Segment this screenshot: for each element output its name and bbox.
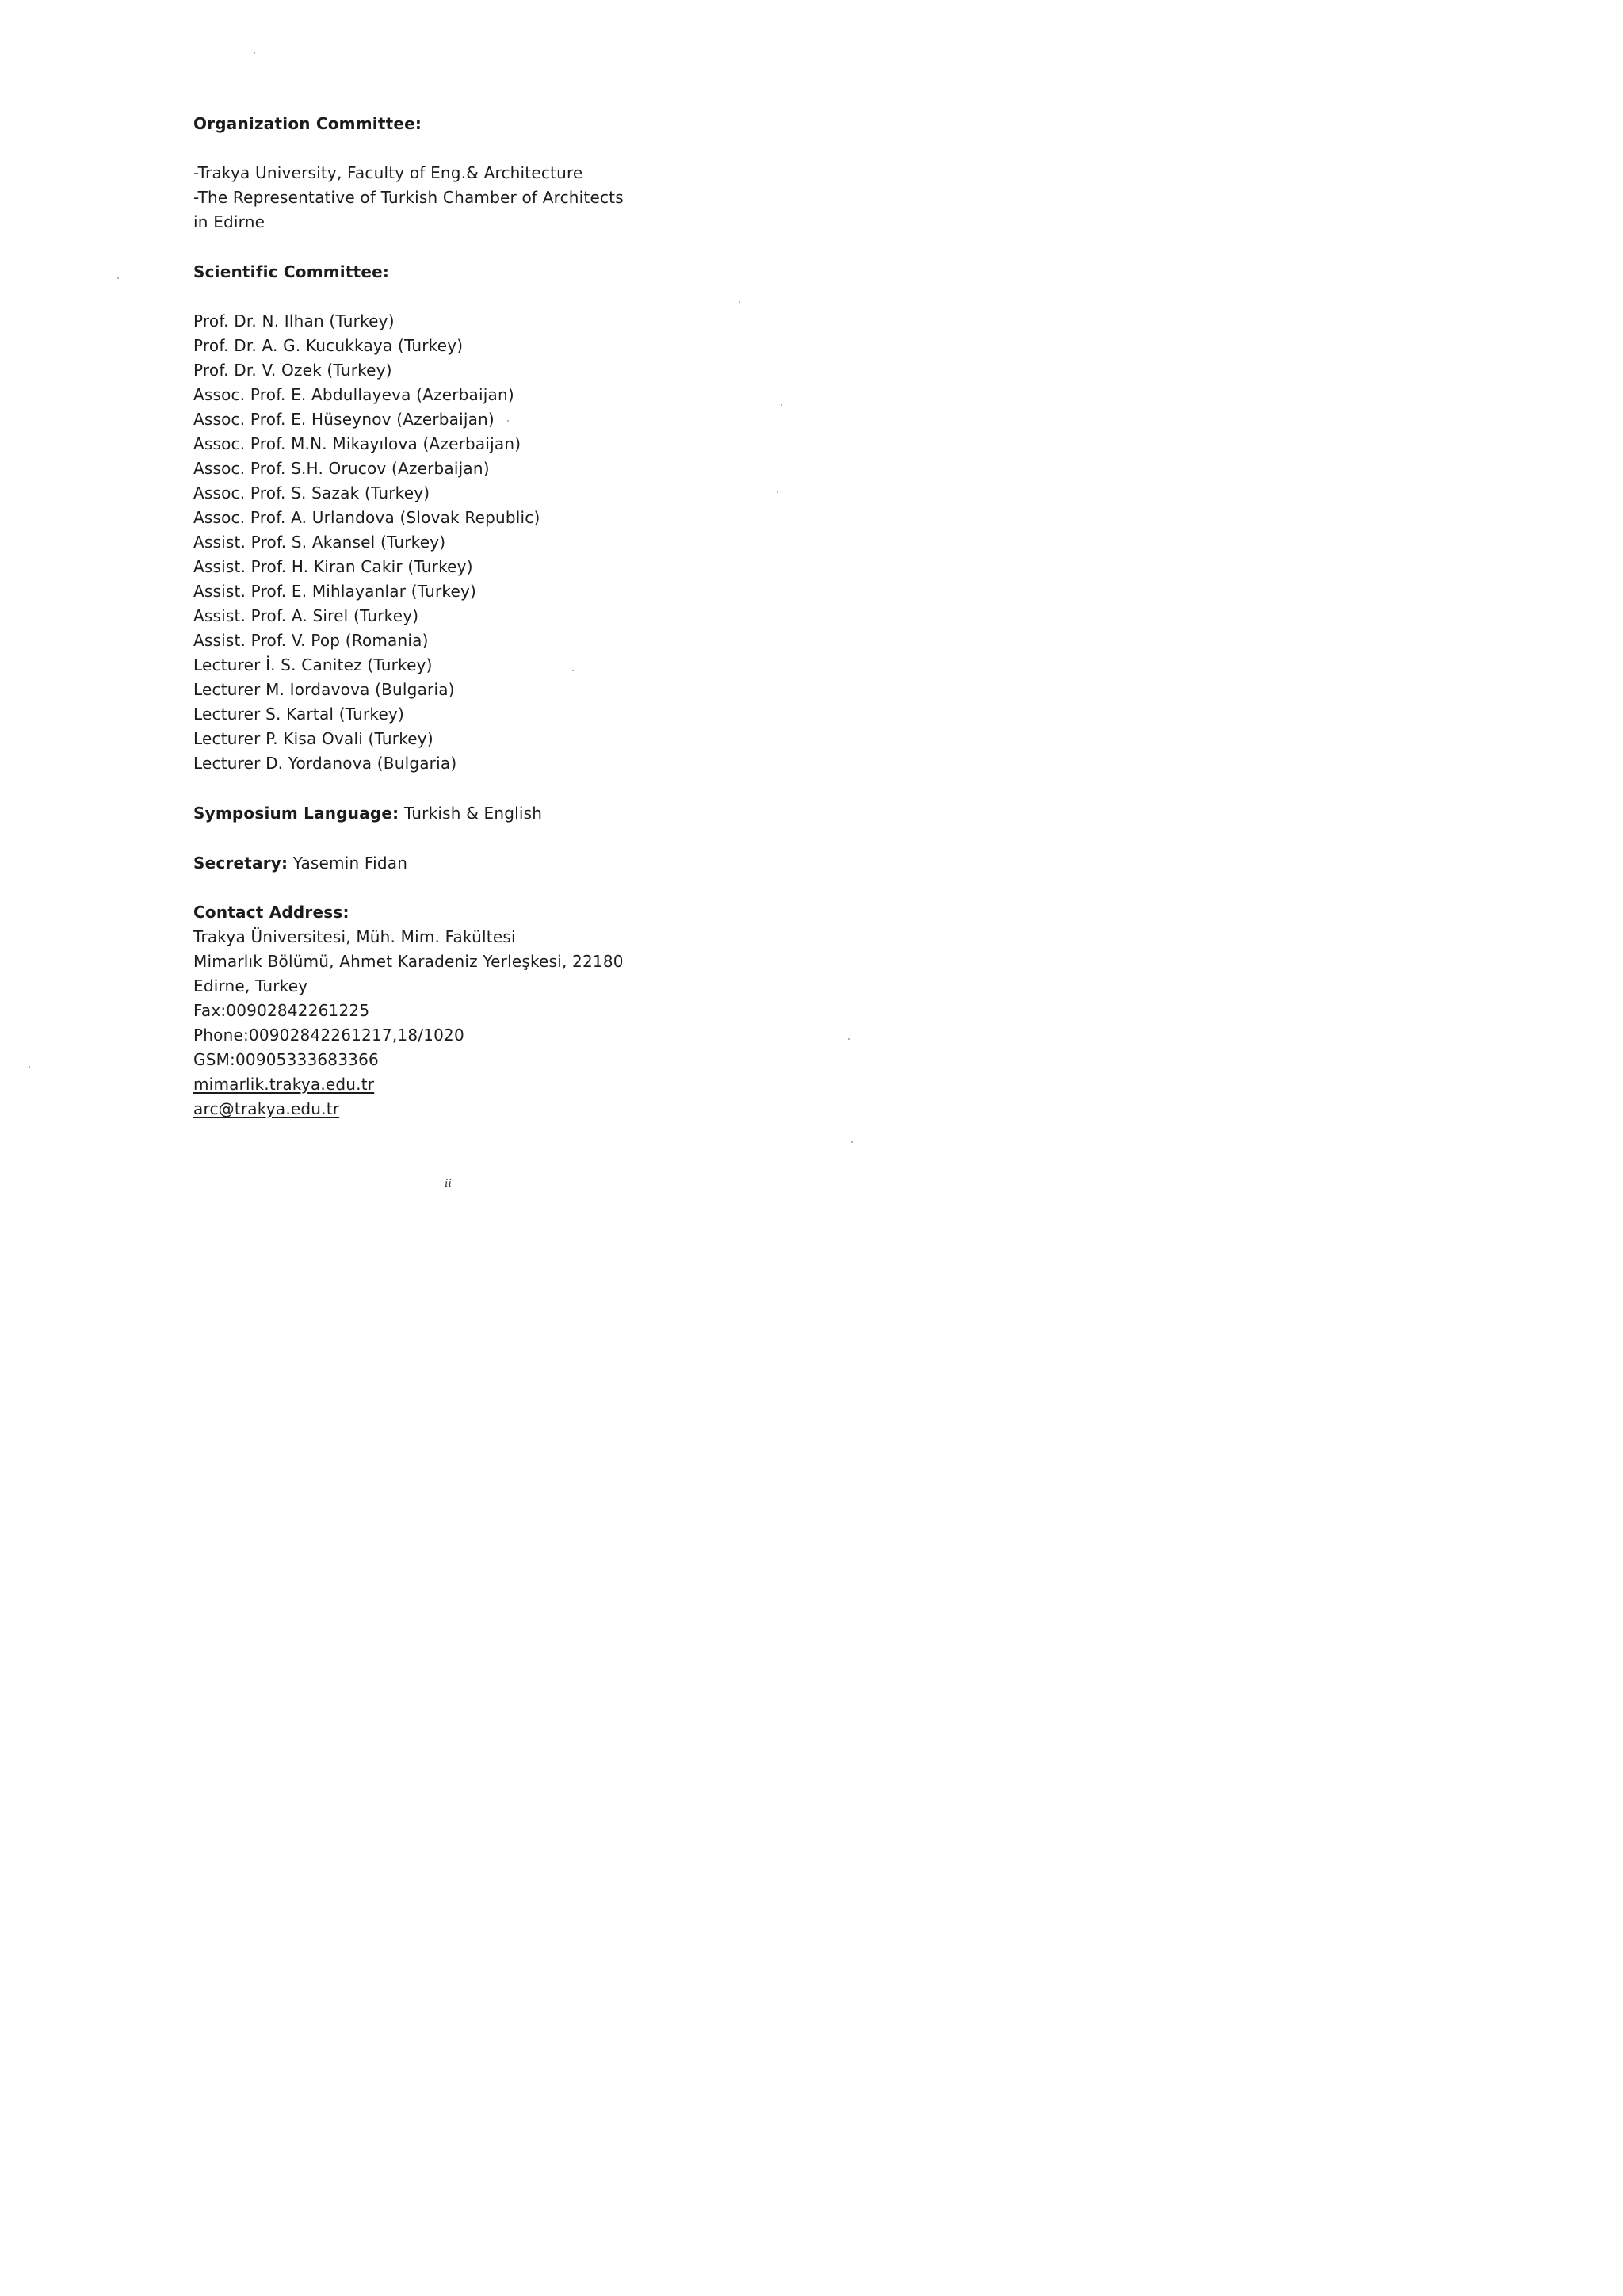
- secretary-section: [193, 851, 827, 876]
- committee-member: Prof. Dr. V. Ozek (Turkey): [193, 361, 392, 380]
- committee-member: Assist. Prof. E. Mihlayanlar (Turkey): [193, 582, 476, 601]
- language-value: Turkish & English: [403, 804, 543, 823]
- page-number: ii: [445, 1178, 452, 1190]
- scan-speck: [781, 404, 782, 406]
- organization-heading: Organization Committee:: [193, 114, 422, 133]
- committee-member: Lecturer S. Kartal (Turkey): [193, 705, 405, 724]
- organization-lines: [193, 161, 827, 235]
- committee-member: Assoc. Prof. E. Abdullayeva (Azerbaijan): [193, 385, 514, 404]
- committee-member: Lecturer M. Iordavova (Bulgaria): [193, 680, 455, 699]
- scan-speck: [739, 301, 740, 303]
- secretary-label: Secretary:: [193, 854, 288, 873]
- contact-website-row: [193, 1072, 827, 1097]
- scan-speck: [117, 277, 119, 279]
- committee-member: Assoc. Prof. S. Sazak (Turkey): [193, 483, 430, 502]
- scan-speck: [254, 52, 255, 54]
- contact-line: Edirne, Turkey: [193, 976, 308, 995]
- scan-speck: [507, 420, 509, 422]
- committee-member: Assoc. Prof. E. Hüseynov (Azerbaijan): [193, 410, 495, 429]
- language-line: [193, 801, 827, 826]
- scan-speck: [851, 1141, 853, 1143]
- scan-speck: [29, 1066, 30, 1068]
- contact-heading: Contact Address:: [193, 903, 349, 922]
- organization-line: -Trakya University, Faculty of Eng.& Architecture: [193, 163, 583, 182]
- committee-member: Lecturer D. Yordanova (Bulgaria): [193, 754, 457, 773]
- contact-fax: Fax:00902842261225: [193, 1001, 370, 1020]
- committee-member: Assoc. Prof. M.N. Mikayılova (Azerbaijan): [193, 434, 521, 453]
- scan-speck: [777, 491, 778, 493]
- committee-member: Assist. Prof. S. Akansel (Turkey): [193, 533, 446, 552]
- contact-phone: Phone:00902842261217,18/1020: [193, 1026, 464, 1045]
- document-page: [0, 0, 873, 1236]
- contact-gsm: GSM:00905333683366: [193, 1050, 379, 1069]
- committee-member: Prof. Dr. N. Ilhan (Turkey): [193, 311, 395, 330]
- committee-member: Assist. Prof. H. Kiran Cakir (Turkey): [193, 557, 473, 576]
- website-link[interactable]: mimarlik.trakya.edu.tr: [193, 1075, 375, 1094]
- secretary-value: Yasemin Fidan: [292, 854, 408, 873]
- scientific-heading: Scientific Committee:: [193, 262, 390, 281]
- language-label: Symposium Language:: [193, 804, 399, 823]
- organization-line: in Edirne: [193, 212, 265, 231]
- scan-speck: [848, 1038, 850, 1040]
- language-section: [193, 801, 827, 826]
- committee-member: Lecturer İ. S. Canitez (Turkey): [193, 655, 433, 674]
- committee-member: Assist. Prof. V. Pop (Romania): [193, 631, 429, 650]
- committee-member: Prof. Dr. A. G. Kucukkaya (Turkey): [193, 336, 464, 355]
- scientific-section: [193, 260, 827, 285]
- secretary-line: [193, 851, 827, 876]
- contact-line: Mimarlık Bölümü, Ahmet Karadeniz Yerleşkesi, 22180: [193, 952, 624, 971]
- contact-line: Trakya Üniversitesi, Müh. Mim. Fakültesi: [193, 927, 516, 946]
- committee-member: Assist. Prof. A. Sirel (Turkey): [193, 606, 419, 625]
- organization-section: [193, 112, 827, 136]
- scan-speck: [572, 670, 574, 671]
- contact-email-row: [193, 1097, 827, 1121]
- email-link[interactable]: arc@trakya.edu.tr: [193, 1099, 340, 1118]
- organization-line: -The Representative of Turkish Chamber of Architects: [193, 188, 624, 207]
- committee-member: Lecturer P. Kisa Ovali (Turkey): [193, 729, 433, 748]
- scientific-member-list: [193, 309, 827, 776]
- committee-member: Assoc. Prof. A. Urlandova (Slovak Republic): [193, 508, 540, 527]
- contact-section: [193, 900, 827, 1121]
- committee-member: Assoc. Prof. S.H. Orucov (Azerbaijan): [193, 459, 490, 478]
